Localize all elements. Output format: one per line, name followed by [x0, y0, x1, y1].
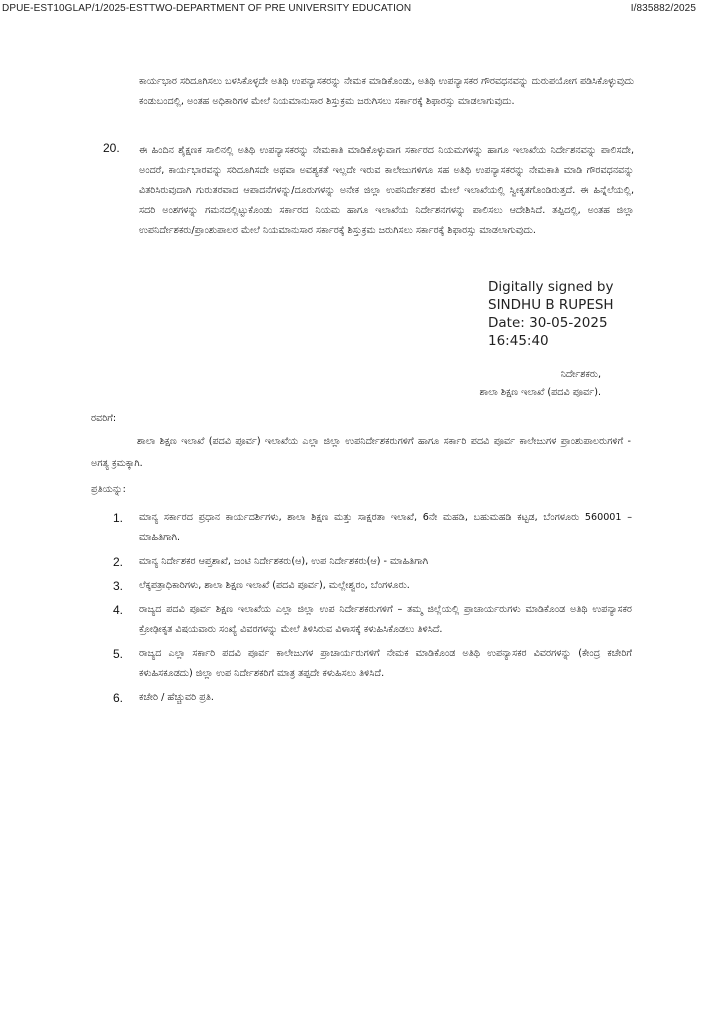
signature-time: 16:45:40 — [488, 333, 549, 349]
signature-line: Digitally signed by — [488, 279, 614, 295]
list-text: ಕಚೇರಿ / ಹೆಚ್ಚುವರಿ ಪ್ರತಿ. — [139, 692, 214, 703]
document-reference: DPUE-EST10GLAP/1/2025-ESTTWO-DEPARTMENT OF PRE UNIVERSITY EDUCATION — [2, 3, 412, 14]
list-item — [91, 688, 632, 708]
to-label: ರವರಿಗೆ: — [91, 413, 117, 424]
digital-signature — [488, 278, 614, 350]
list-item — [91, 508, 632, 548]
inward-number: I/835882/2025 — [630, 3, 696, 14]
paragraph-number: 20. — [103, 141, 120, 155]
signature-date: Date: 30-05-2025 — [488, 315, 608, 331]
list-item — [91, 576, 632, 596]
copy-to-list — [91, 508, 632, 712]
director-block — [480, 366, 601, 402]
list-number: 5. — [113, 647, 124, 661]
paragraph-20: ಈ ಹಿಂದಿನ ಶೈಕ್ಷಣಕ ಸಾಲಿನಲ್ಲಿ ಅತಿಥಿ ಉಪನ್ಯಾಸಕರನ್ನು ನೇಮಕಾತಿ ಮಾಡಿಕೊಳ್ಳುವಾಗ ಸರ್ಕಾರದ ನಿಯಮಗಳನ್ನು ಹಾಗೂ ಇಲಾಖೆಯ ನಿರ್ದೇಶನವನ್ನು ಪಾಲಿಸದೇ, ಅಂದರೆ, ಕಾರ್ಯಭಾರವನ್ನು ಸರಿದೂಗಿಸದೇ ಅಥವಾ ಅವಶ್ಯಕತೆ ಇಲ್ಲದೇ ಇರುವ ಕಾಲೇಜುಗಳಿಗೂ ಸಹ ಅತಿಥಿ ಉಪನ್ಯಾಸಕರನ್ನು ನೇಮಕಾತಿ ಮಾಡಿ ಗೌರವಧನವನ್ನು ವಿತರಿಸಿರುವುದಾಗಿ ಗುರುತರವಾದ ಆಪಾದನೆಗಳನ್ನು/ದೂರುಗಳನ್ನು ಅನೇಕ ಜಿಲ್ಲಾ ಉಪನಿರ್ದೇಶಕರ ಮೇಲೆ ಇಲಾಖೆಯಲ್ಲಿ ಸ್ವೀಕೃತಗೊಂಡಿರುತ್ತದೆ. ಈ ಹಿನ್ನೆಲೆಯಲ್ಲಿ, ಸದರಿ ಅಂಶಗಳನ್ನು ಗಮನದಲ್ಲಿಟ್ಟುಕೊಂಡು ಸರ್ಕಾರದ ನಿಯಮ ಹಾಗೂ ಇಲಾಖೆಯ ನಿರ್ದೇಶನಗಳನ್ನು ಪಾಲಿಸಲು ಆದೇಶಿಸಿದೆ. ತಪ್ಪಿದಲ್ಲಿ, ಅಂತಹ ಜಿಲ್ಲಾ ಉಪನಿರ್ದೇಶಕರು/ಪ್ರಾಂಶುಪಾಲರ ಮೇಲೆ ನಿಯಮಾನುಸಾರ ಸರ್ಕಾರಕ್ಕೆ ಶಿಸ್ತುಕ್ರಮ ಜರುಗಿಸಲು ಸರ್ಕಾರಕ್ಕೆ ಶಿಫಾರಸ್ಸು ಮಾಡಲಾಗುವುದು. — [139, 145, 634, 236]
director-department: ಶಾಲಾ ಶಿಕ್ಷಣ ಇಲಾಖೆ (ಪದವಿ ಪೂರ್ವ). — [479, 387, 601, 398]
list-item — [91, 600, 632, 640]
list-number: 3. — [113, 579, 124, 593]
copy-to-label: ಪ್ರತಿಯನ್ನು: — [91, 484, 126, 495]
list-number: 2. — [113, 555, 124, 569]
list-text: ಮಾನ್ಯ ನಿರ್ದೇಶಕರ ಆಪ್ತಶಾಖೆ, ಜಂಟಿ ನಿರ್ದೇಶಕರು(ಆ), ಉಪ ನಿರ್ದೇಶಕರು(ಆ) - ಮಾಹಿತಿಗಾಗಿ — [139, 556, 429, 567]
to-recipients: ಶಾಲಾ ಶಿಕ್ಷಣ ಇಲಾಖೆ (ಪದವಿ ಪೂರ್ವ) ಇಲಾಖೆಯ ಎಲ್ಲಾ ಜಿಲ್ಲಾ ಉಪನಿರ್ದೇಶಕರುಗಳಿಗೆ ಹಾಗೂ ಸರ್ಕಾರಿ ಪದವಿ ಪೂರ್ವ ಕಾಲೇಜುಗಳ ಪ್ರಾಂಶುಪಾಲರುಗಳಿಗೆ - ಅಗತ್ಯ ಕ್ರಮಕ್ಕಾಗಿ. — [91, 436, 631, 469]
list-text: ಮಾನ್ಯ ಸರ್ಕಾರದ ಪ್ರಧಾನ ಕಾರ್ಯದರ್ಶಿಗಳು, ಶಾಲಾ ಶಿಕ್ಷಣ ಮತ್ತು ಸಾಕ್ಷರತಾ ಇಲಾಖೆ, 6ನೇ ಮಹಡಿ, ಬಹುಮಹಡಿ ಕಟ್ಟಡ, ಬೆಂಗಳೂರು 560001 – ಮಾಹಿತಿಗಾಗಿ. — [139, 512, 632, 543]
director-title: ನಿರ್ದೇಶಕರು, — [560, 369, 601, 380]
list-text: ರಾಜ್ಯದ ಎಲ್ಲಾ ಸರ್ಕಾರಿ ಪದವಿ ಪೂರ್ವ ಕಾಲೇಜುಗಳ ಪ್ರಾಚಾರ್ಯರುಗಳಿಗೆ ನೇಮಕ ಮಾಡಿಕೊಂಡ ಅತಿಥಿ ಉಪನ್ಯಾಸಕರ ವಿವರಗಳನ್ನು (ಕೇಂದ್ರ ಕಚೇರಿಗೆ ಕಳುಹಿಸಕೂಡದು) ಜಿಲ್ಲಾ ಉಪ ನಿರ್ದೇಶಕರಿಗೆ ಮಾತ್ರ ತಪ್ಪದೇ ಕಳುಹಿಸಲು ತಿಳಿಸಿದೆ. — [139, 648, 632, 679]
list-text: ರಾಜ್ಯದ ಪದವಿ ಪೂರ್ವ ಶಿಕ್ಷಣ ಇಲಾಖೆಯ ಎಲ್ಲಾ ಜಿಲ್ಲಾ ಉಪ ನಿರ್ದೇಶಕರುಗಳಿಗೆ – ತಮ್ಮ ಜಿಲ್ಲೆಯಲ್ಲಿ ಪ್ರಾಚಾರ್ಯರುಗಳು ಮಾಡಿಕೊಂಡ ಅತಿಥಿ ಉಪನ್ಯಾಸಕರ ಕ್ರೋಢೀಕೃತ ವಿಷಯವಾರು ಸಂಖ್ಯೆ ವಿವರಗಳನ್ನು ಮೇಲೆ ತಿಳಿಸಿರುವ ವಿಳಾಸಕ್ಕೆ ಕಳುಹಿಸಿಕೊಡಲು ತಿಳಿಸಿದೆ. — [139, 604, 632, 635]
list-text: ಲೆಕ್ಕಪತ್ರಾಧಿಕಾರಿಗಳು, ಶಾಲಾ ಶಿಕ್ಷಣ ಇಲಾಖೆ (ಪದವಿ ಪೂರ್ವ), ಮಲ್ಲೇಶ್ವರಂ, ಬೆಂಗಳೂರು. — [139, 580, 410, 591]
signer-name: SINDHU B RUPESH — [488, 297, 614, 313]
list-number: 6. — [113, 691, 124, 705]
list-item — [91, 644, 632, 684]
list-number: 4. — [113, 603, 124, 617]
continued-paragraph: ಕಾರ್ಯಭಾರ ಸರಿದೂಗಿಸಲು ಬಳಸಿಕೊಳ್ಳದೇ ಅತಿಥಿ ಉಪನ್ಯಾಸಕರನ್ನು ನೇಮಕ ಮಾಡಿಕೊಂಡು, ಅತಿಥಿ ಉಪನ್ಯಾಸಕರ ಗೌರವಧನವನ್ನು ದುರುಪಯೋಗ ಪಡಿಸಿಕೊಳ್ಳುವುದು ಕಂಡುಬಂದಲ್ಲಿ, ಅಂತಹ ಅಧಿಕಾರಿಗಳ ಮೇಲೆ ನಿಯಮಾನುಸಾರ ಶಿಸ್ತುಕ್ರಮ ಜರುಗಿಸಲು ಸರ್ಕಾರಕ್ಕೆ ಶಿಫಾರಸ್ಸು ಮಾಡಲಾಗುವುದು. — [139, 76, 634, 107]
list-number: 1. — [113, 511, 124, 525]
list-item — [91, 552, 632, 572]
